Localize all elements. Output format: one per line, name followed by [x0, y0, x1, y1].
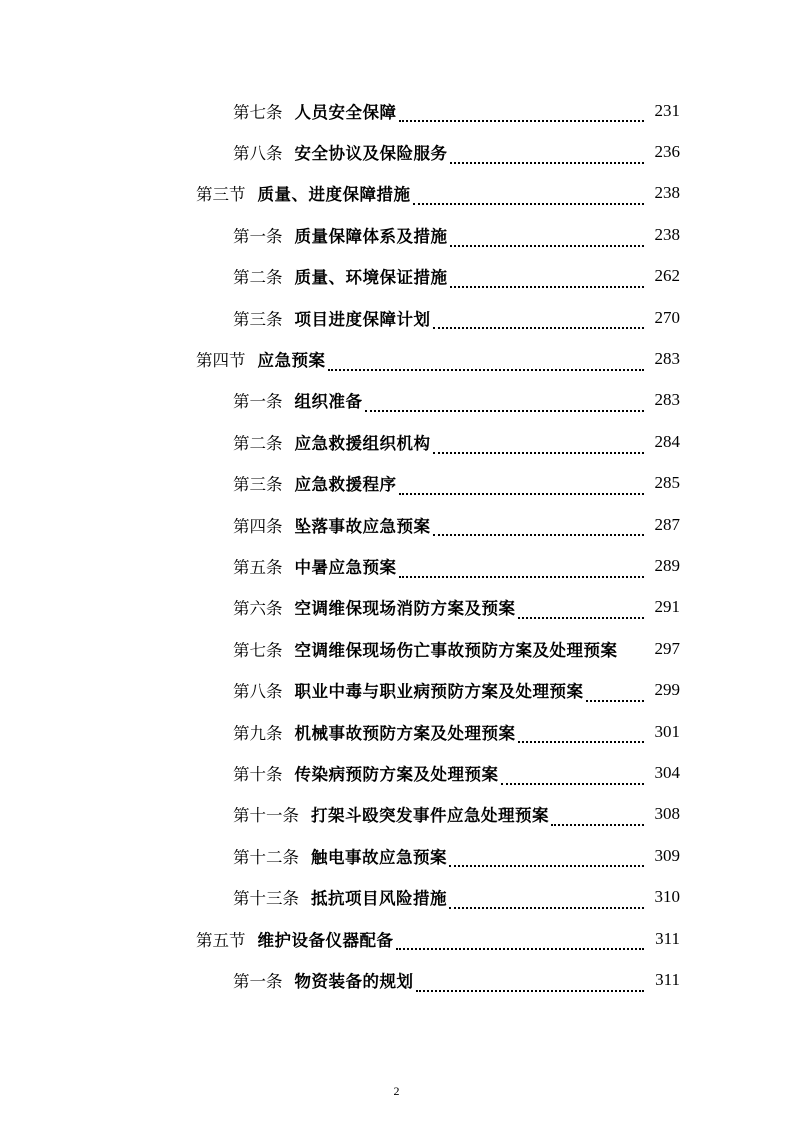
dot-leader	[328, 353, 645, 371]
dot-leader	[618, 653, 647, 669]
toc-entry-title: 应急救援组织机构	[294, 433, 431, 453]
toc-entry-title: 组织准备	[294, 392, 363, 412]
toc-entry[interactable]	[0, 876, 793, 917]
toc-entry-title: 质量、环境保证措施	[294, 268, 448, 288]
toc-entry[interactable]	[0, 628, 793, 669]
toc-entry-page: 297	[654, 638, 680, 658]
toc-entry-page: 308	[654, 804, 680, 824]
toc-entry[interactable]	[0, 173, 793, 214]
toc-entry-number: 第一条	[233, 392, 283, 412]
dot-leader	[449, 891, 644, 909]
toc-entry-page: 270	[654, 307, 680, 327]
toc-entry-page: 283	[654, 349, 680, 369]
toc-entry[interactable]	[0, 297, 793, 338]
dot-leader	[551, 808, 644, 826]
toc-entry-number: 第七条	[233, 640, 283, 660]
toc-entry-number: 第八条	[233, 682, 283, 702]
toc-entry-title: 人员安全保障	[294, 102, 397, 122]
toc-entry-number: 第一条	[233, 971, 283, 991]
toc-entry[interactable]	[0, 214, 793, 255]
toc-entry-page: 231	[654, 100, 680, 120]
toc-entry-title: 物资装备的规划	[294, 971, 414, 991]
toc-entry-page: 299	[654, 680, 680, 700]
toc-entry-title: 空调维保现场消防方案及预案	[294, 599, 516, 619]
toc-entry-number: 第四条	[233, 516, 283, 536]
toc-entry[interactable]	[0, 421, 793, 462]
dot-leader	[450, 270, 645, 288]
toc-entry-number: 第十三条	[233, 889, 299, 909]
toc-entry-title: 应急救援程序	[294, 475, 397, 495]
toc-entry-page: 309	[654, 845, 680, 865]
toc-entry-number: 第一条	[233, 226, 283, 246]
toc-entry[interactable]	[0, 380, 793, 421]
dot-leader	[449, 849, 644, 867]
dot-leader	[416, 974, 645, 992]
toc-entry-number: 第五条	[233, 557, 283, 577]
table-of-contents	[0, 90, 793, 1001]
toc-entry[interactable]	[0, 256, 793, 297]
toc-entry-page: 285	[654, 473, 680, 493]
toc-entry-page: 311	[655, 928, 680, 948]
toc-entry-number: 第四节	[196, 351, 246, 371]
dot-leader	[399, 477, 645, 495]
dot-leader	[450, 146, 645, 164]
toc-entry[interactable]	[0, 835, 793, 876]
toc-entry-title: 中暑应急预案	[294, 557, 397, 577]
toc-entry[interactable]	[0, 711, 793, 752]
toc-entry-number: 第十一条	[233, 806, 299, 826]
toc-entry-title: 质量保障体系及措施	[294, 226, 448, 246]
toc-entry-number: 第二条	[233, 433, 283, 453]
toc-entry-title: 触电事故应急预案	[311, 847, 447, 867]
toc-entry-number: 第三节	[196, 185, 246, 205]
toc-entry-page: 238	[654, 183, 680, 203]
toc-entry[interactable]	[0, 794, 793, 835]
toc-entry-page: 311	[655, 969, 680, 989]
toc-entry-page: 236	[654, 142, 680, 162]
toc-entry-page: 301	[654, 721, 680, 741]
toc-entry-number: 第十二条	[233, 847, 299, 867]
dot-leader	[399, 560, 645, 578]
toc-entry-number: 第五节	[196, 930, 246, 950]
toc-entry-title: 应急预案	[257, 351, 326, 371]
toc-entry-number: 第二条	[233, 268, 283, 288]
toc-entry-title: 机械事故预防方案及处理预案	[294, 723, 516, 743]
toc-entry-number: 第十条	[233, 764, 283, 784]
toc-entry-title: 空调维保现场伤亡事故预防方案及处理预案	[294, 640, 618, 660]
toc-entry-number: 第九条	[233, 723, 283, 743]
toc-entry-title: 坠落事故应急预案	[294, 516, 431, 536]
toc-entry[interactable]	[0, 669, 793, 710]
toc-entry-title: 传染病预防方案及处理预案	[294, 764, 499, 784]
toc-entry-number: 第七条	[233, 102, 283, 122]
toc-entry-page: 289	[654, 555, 680, 575]
dot-leader	[586, 684, 645, 702]
toc-entry[interactable]	[0, 959, 793, 1000]
dot-leader	[518, 601, 645, 619]
toc-entry-number: 第三条	[233, 309, 283, 329]
toc-entry[interactable]	[0, 545, 793, 586]
toc-entry-page: 310	[654, 887, 680, 907]
toc-entry-title: 维护设备仪器配备	[257, 930, 394, 950]
toc-entry-page: 291	[654, 597, 680, 617]
toc-entry-title: 抵抗项目风险措施	[311, 889, 447, 909]
dot-leader	[433, 436, 645, 454]
toc-entry[interactable]	[0, 587, 793, 628]
toc-entry-page: 283	[654, 390, 680, 410]
page-number: 2	[393, 1084, 400, 1098]
dot-leader	[396, 932, 645, 950]
toc-entry-number: 第六条	[233, 599, 283, 619]
toc-entry-page: 262	[654, 266, 680, 286]
toc-entry-page: 287	[654, 514, 680, 534]
toc-entry-title: 项目进度保障计划	[294, 309, 431, 329]
toc-entry-title: 职业中毒与职业病预防方案及处理预案	[294, 682, 584, 702]
toc-entry-page: 304	[654, 762, 680, 782]
toc-entry-page: 238	[654, 224, 680, 244]
dot-leader	[501, 767, 645, 785]
dot-leader	[365, 394, 645, 412]
dot-leader	[450, 229, 645, 247]
dot-leader	[413, 187, 645, 205]
toc-entry[interactable]	[0, 504, 793, 545]
toc-entry-page: 284	[654, 431, 680, 451]
toc-entry[interactable]	[0, 131, 793, 172]
toc-entry[interactable]	[0, 463, 793, 504]
toc-entry-number: 第八条	[233, 144, 283, 164]
dot-leader	[433, 518, 645, 536]
toc-entry-title: 质量、进度保障措施	[257, 185, 411, 205]
dot-leader	[518, 725, 645, 743]
toc-entry-title: 打架斗殴突发事件应急处理预案	[311, 806, 549, 826]
toc-entry[interactable]	[0, 90, 793, 131]
dot-leader	[433, 311, 645, 329]
toc-entry-title: 安全协议及保险服务	[294, 144, 448, 164]
toc-entry[interactable]	[0, 752, 793, 793]
dot-leader	[399, 104, 645, 122]
toc-entry-number: 第三条	[233, 475, 283, 495]
toc-entry[interactable]	[0, 918, 793, 959]
toc-entry[interactable]	[0, 338, 793, 379]
